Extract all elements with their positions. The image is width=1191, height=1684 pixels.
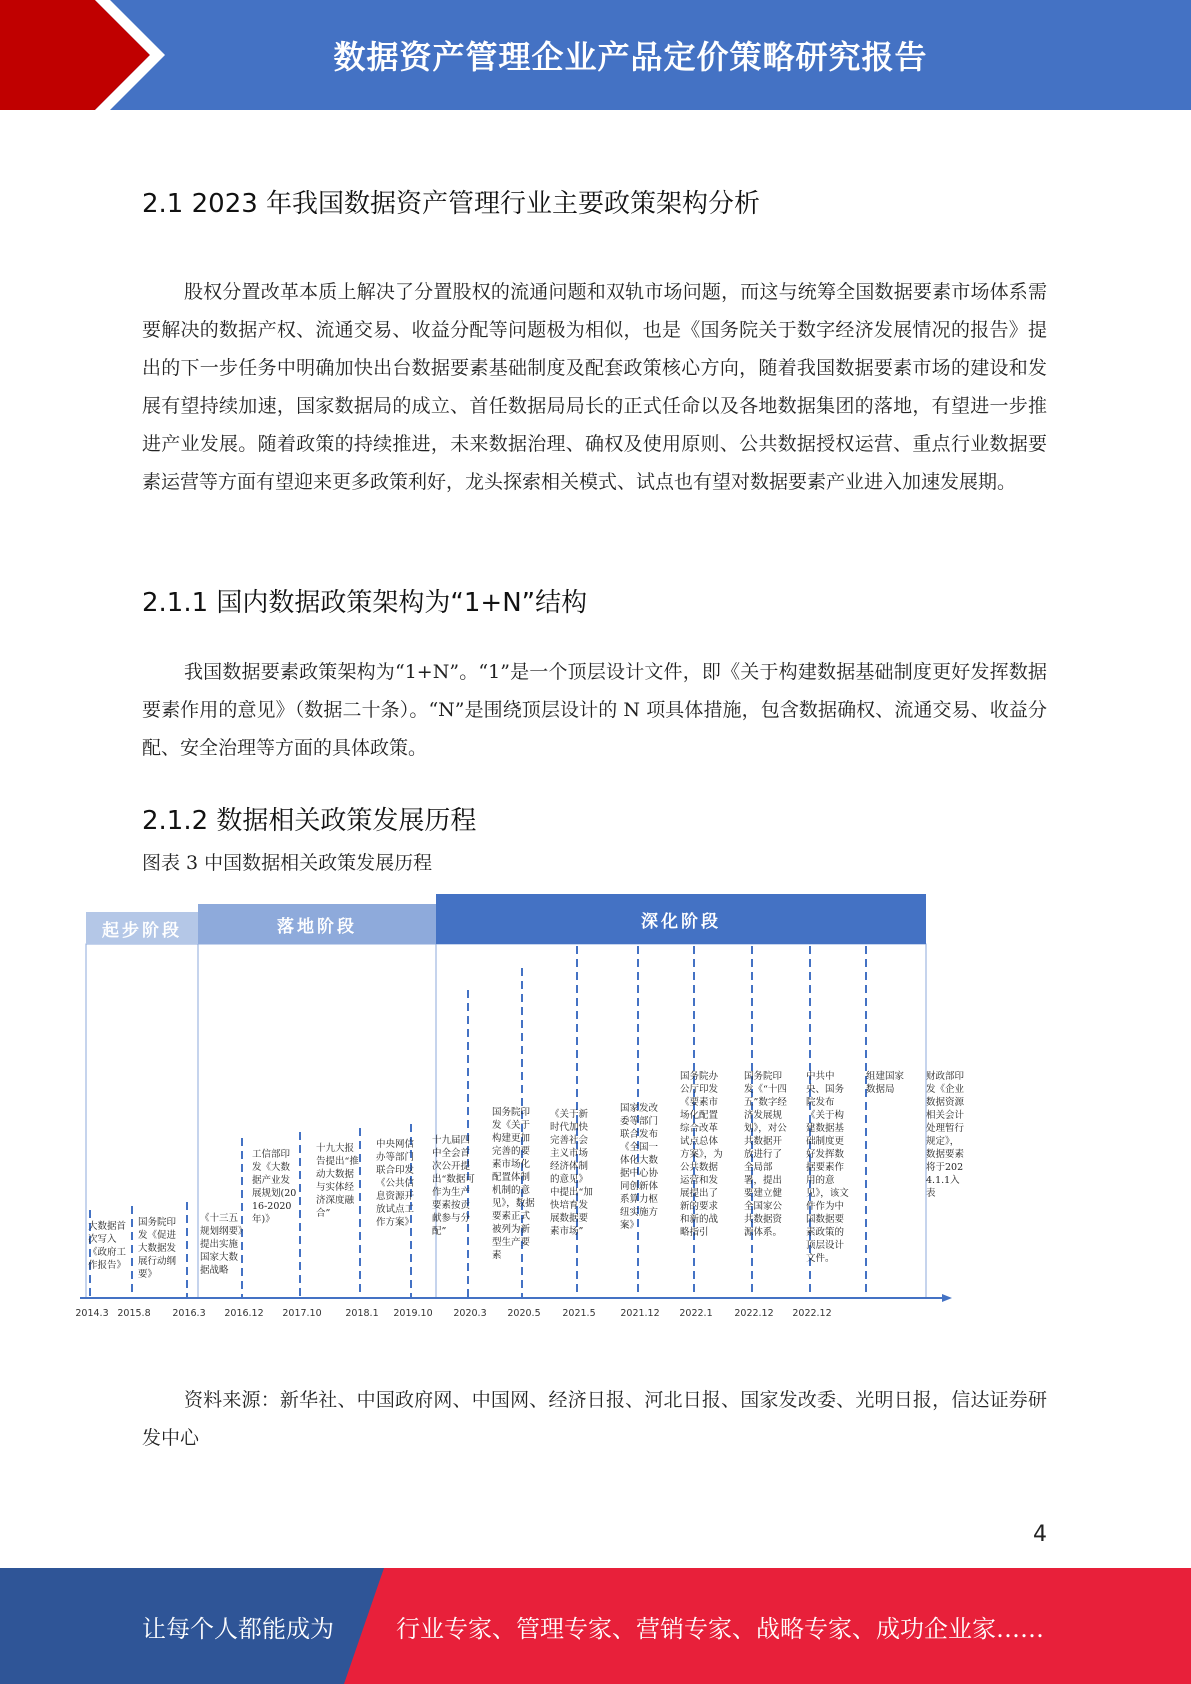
timeline-event: 组建国家数据局 [866, 1071, 905, 1095]
timeline-tick-label: 2021.12 [620, 1308, 660, 1319]
timeline-event: 财政部印发《企业数据资源相关会计处理暂行规定》，数据要素将于2024.1.1入表 [926, 1071, 965, 1199]
footer-banner [0, 1568, 1191, 1684]
page-number: 4 [1033, 1522, 1047, 1547]
report-title: 数据资产管理企业产品定价策略研究报告 [333, 38, 928, 76]
phase-label-implementation: 落地阶段 [198, 904, 436, 944]
timeline-event: 国务院办公厅印发《要素市场化配置综合改革试点总体方案》，为公共数据运营和发展提出了新的要求和新的战略指引 [680, 1071, 723, 1238]
section-2-1-2-heading: 2.1.2 数据相关政策发展历程 [142, 806, 477, 836]
timeline-tick-label: 2020.5 [507, 1308, 541, 1319]
source-note: 资料来源：新华社、中国政府网、中国网、经济日报、河北日报、国家发改委、光明日报，信达证券研发中心 [142, 1389, 1047, 1449]
timeline-tick-label: 2021.5 [562, 1308, 596, 1319]
section-2-1-paragraph: 股权分置改革本质上解决了分置股权的流通问题和双轨市场问题，而这与统筹全国数据要素市场体系需要解决的数据产权、流通交易、收益分配等问题极为相似，也是《国务院关于数字经济发展情况的报告》提出的下一步任务中明确加快出台数据要素基础制度及配套政策核心方向，随着我国数据要素市场的建设和发展有望持续加速，国家数据局的成立、首任数据局局长的正式任命以及各地数据集团的落地，有望进一步推进产业发展。随着政策的持续推进，未来数据治理、确权及使用原则、公共数据授权运营、重点行业数据要素运营等方面有望迎来更多政策利好，龙头探索相关模式、试点也有望对数据要素产业进入加速发展期。 [142, 281, 1047, 493]
timeline-axis-arrow [942, 1294, 952, 1302]
timeline-event: 《十三五规划纲要》提出实施国家大数据战略 [200, 1213, 243, 1276]
timeline-tick-label: 2017.10 [282, 1308, 322, 1319]
timeline-event: 国务院印发《“十四五”数字经济发展规划》，对公共数据开放进行了全局部署，提出要建立健全国家公共数据资源体系。 [744, 1071, 787, 1238]
timeline-event: 十九大报告提出“推动大数据与实体经济深度融合” [316, 1143, 359, 1219]
timeline-event: 工信部印发《大数据产业发展规划(2016-2020年)》 [252, 1149, 297, 1225]
timeline-event: 《关于新时代加快完善社会主义市场经济体制的意见》中提出“加快培育发展数据要素市场” [550, 1109, 593, 1237]
timeline-event: 国务院印发《关于构建更加完善的要素市场化配置体制机制的意见》，数据要素正式被列为新型生产要素 [492, 1107, 535, 1261]
section-2-1-heading: 2.1 2023 年我国数据资产管理行业主要政策架构分析 [142, 189, 761, 219]
policy-timeline-figure [75, 890, 965, 1340]
timeline-tick-label: 2022.1 [679, 1308, 713, 1319]
timeline-event: 大数据首次写入《政府工作报告》 [88, 1221, 127, 1271]
timeline-tick-label: 2016.12 [224, 1308, 264, 1319]
phase-label-initial: 起步阶段 [86, 912, 198, 944]
timeline-tick-label: 2018.1 [345, 1308, 379, 1319]
header-banner [0, 0, 1191, 110]
timeline-tick-label: 2019.10 [393, 1308, 433, 1319]
phase-label-deepening: 深化阶段 [436, 894, 926, 944]
timeline-tick-label: 2015.8 [117, 1308, 151, 1319]
section-2-1-1-heading: 2.1.1 国内数据政策架构为“1+N”结构 [142, 588, 588, 618]
timeline-tick-label: 2016.3 [172, 1308, 206, 1319]
timeline-tick-label: 2020.3 [453, 1308, 487, 1319]
footer-slogan-left: 让每个人都能成为 [142, 1614, 334, 1643]
footer-slogan-right: 行业专家、管理专家、营销专家、战略专家、成功企业家…… [396, 1614, 1044, 1643]
timeline-tick-label: 2014.3 [75, 1308, 109, 1319]
timeline-event: 中央网信办等部门联合印发《公共信息资源开放试点工作方案》 [376, 1139, 415, 1228]
section-2-1-1-paragraph: 我国数据要素政策架构为“1+N”。“1”是一个顶层设计文件，即《关于构建数据基础制度更好发挥数据要素作用的意见》（数据二十条）。“N”是围绕顶层设计的 N 项具体措施，包含数据确权、流通交易、收益分配、安全治理等方面的具体政策。 [142, 661, 1047, 759]
timeline-event: 国务院印发《促进大数据发展行动纲要》 [138, 1217, 177, 1280]
timeline-event: 国家发改委等部门联合发布《全国一体化大数据中心协同创新体系算力枢纽实施方案》 [620, 1103, 659, 1231]
timeline-event: 十九届四中全会首次公开提出“数据可作为生产要素按贡献参与分配” [432, 1135, 475, 1237]
timeline-tick-label: 2022.12 [734, 1308, 774, 1319]
timeline-tick-label: 2022.12 [792, 1308, 832, 1319]
figure-caption: 图表 3 中国数据相关政策发展历程 [142, 852, 433, 874]
timeline-event: 中共中央、国务院发布《关于构建数据基础制度更好发挥数据要素作用的意见》，该文件作为中国数据要素政策的顶层设计文件。 [806, 1071, 849, 1264]
